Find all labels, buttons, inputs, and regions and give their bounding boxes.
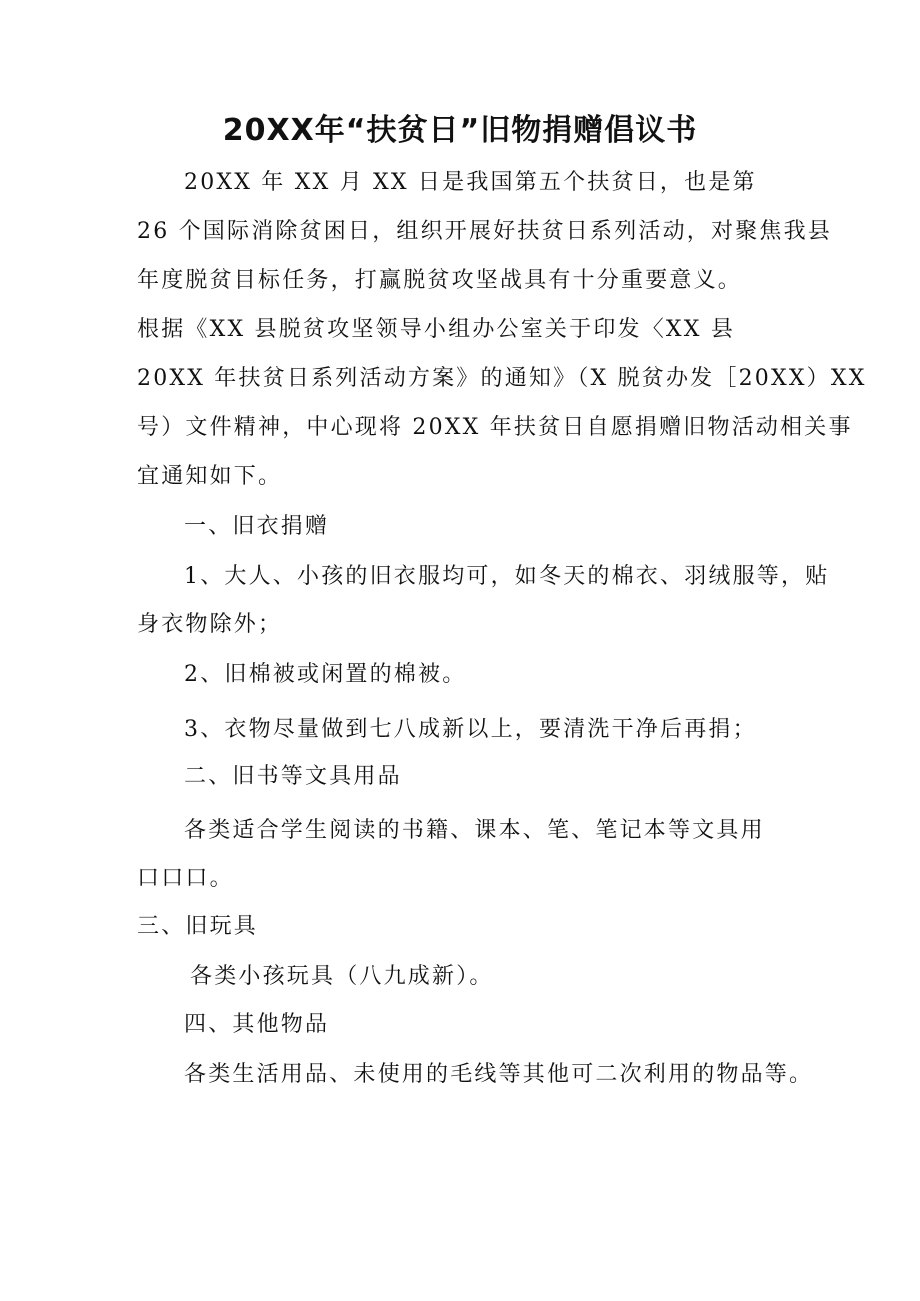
paragraph-line: 各类适合学生阅读的书籍、课本、笔、笔记本等文具用: [184, 818, 765, 843]
paragraph-line: 20XX 年扶贫日系列活动方案》的通知》（X 脱贫办发［20XX）XX: [137, 366, 867, 391]
list-item: 1、大人、小孩的旧衣服均可，如冬天的棉衣、羽绒服等，贴: [184, 564, 830, 589]
paragraph-line: 各类小孩玩具（八九成新）。: [190, 964, 494, 989]
list-item: 2、旧棉被或闲置的棉被。: [184, 662, 467, 687]
paragraph-line: 20XX 年 XX 月 XX 日是我国第五个扶贫日，也是第: [184, 170, 757, 195]
document-title: 20XX年“扶贫日”旧物捐赠倡议书: [222, 113, 698, 148]
section-heading: 三、旧玩具: [137, 914, 259, 939]
section-heading: 一、旧衣捐赠: [184, 514, 330, 539]
paragraph-line: 年度脱贫目标任务，打赢脱贫攻坚战具有十分重要意义。: [137, 268, 743, 293]
section-heading: 二、旧书等文具用品: [184, 764, 402, 789]
list-item-continuation: 身衣物除外；: [137, 612, 283, 637]
paragraph-line: 各类生活用品、未使用的毛线等其他可二次利用的物品等。: [184, 1062, 814, 1087]
paragraph-line: 号）文件精神，中心现将 20XX 年扶贫日自愿捐赠旧物活动相关事: [137, 415, 853, 440]
paragraph-line: 口口口。: [137, 866, 234, 891]
paragraph-line: 26 个国际消除贫困日，组织开展好扶贫日系列活动，对聚焦我县: [137, 219, 832, 244]
paragraph-line: 根据《XX 县脱贫攻坚领导小组办公室关于印发〈XX 县: [137, 317, 736, 342]
paragraph-line: 宜通知如下。: [137, 464, 283, 489]
section-heading: 四、其他物品: [184, 1012, 330, 1037]
list-item: 3、衣物尽量做到七八成新以上，要清洗干净后再捐；: [184, 717, 757, 742]
